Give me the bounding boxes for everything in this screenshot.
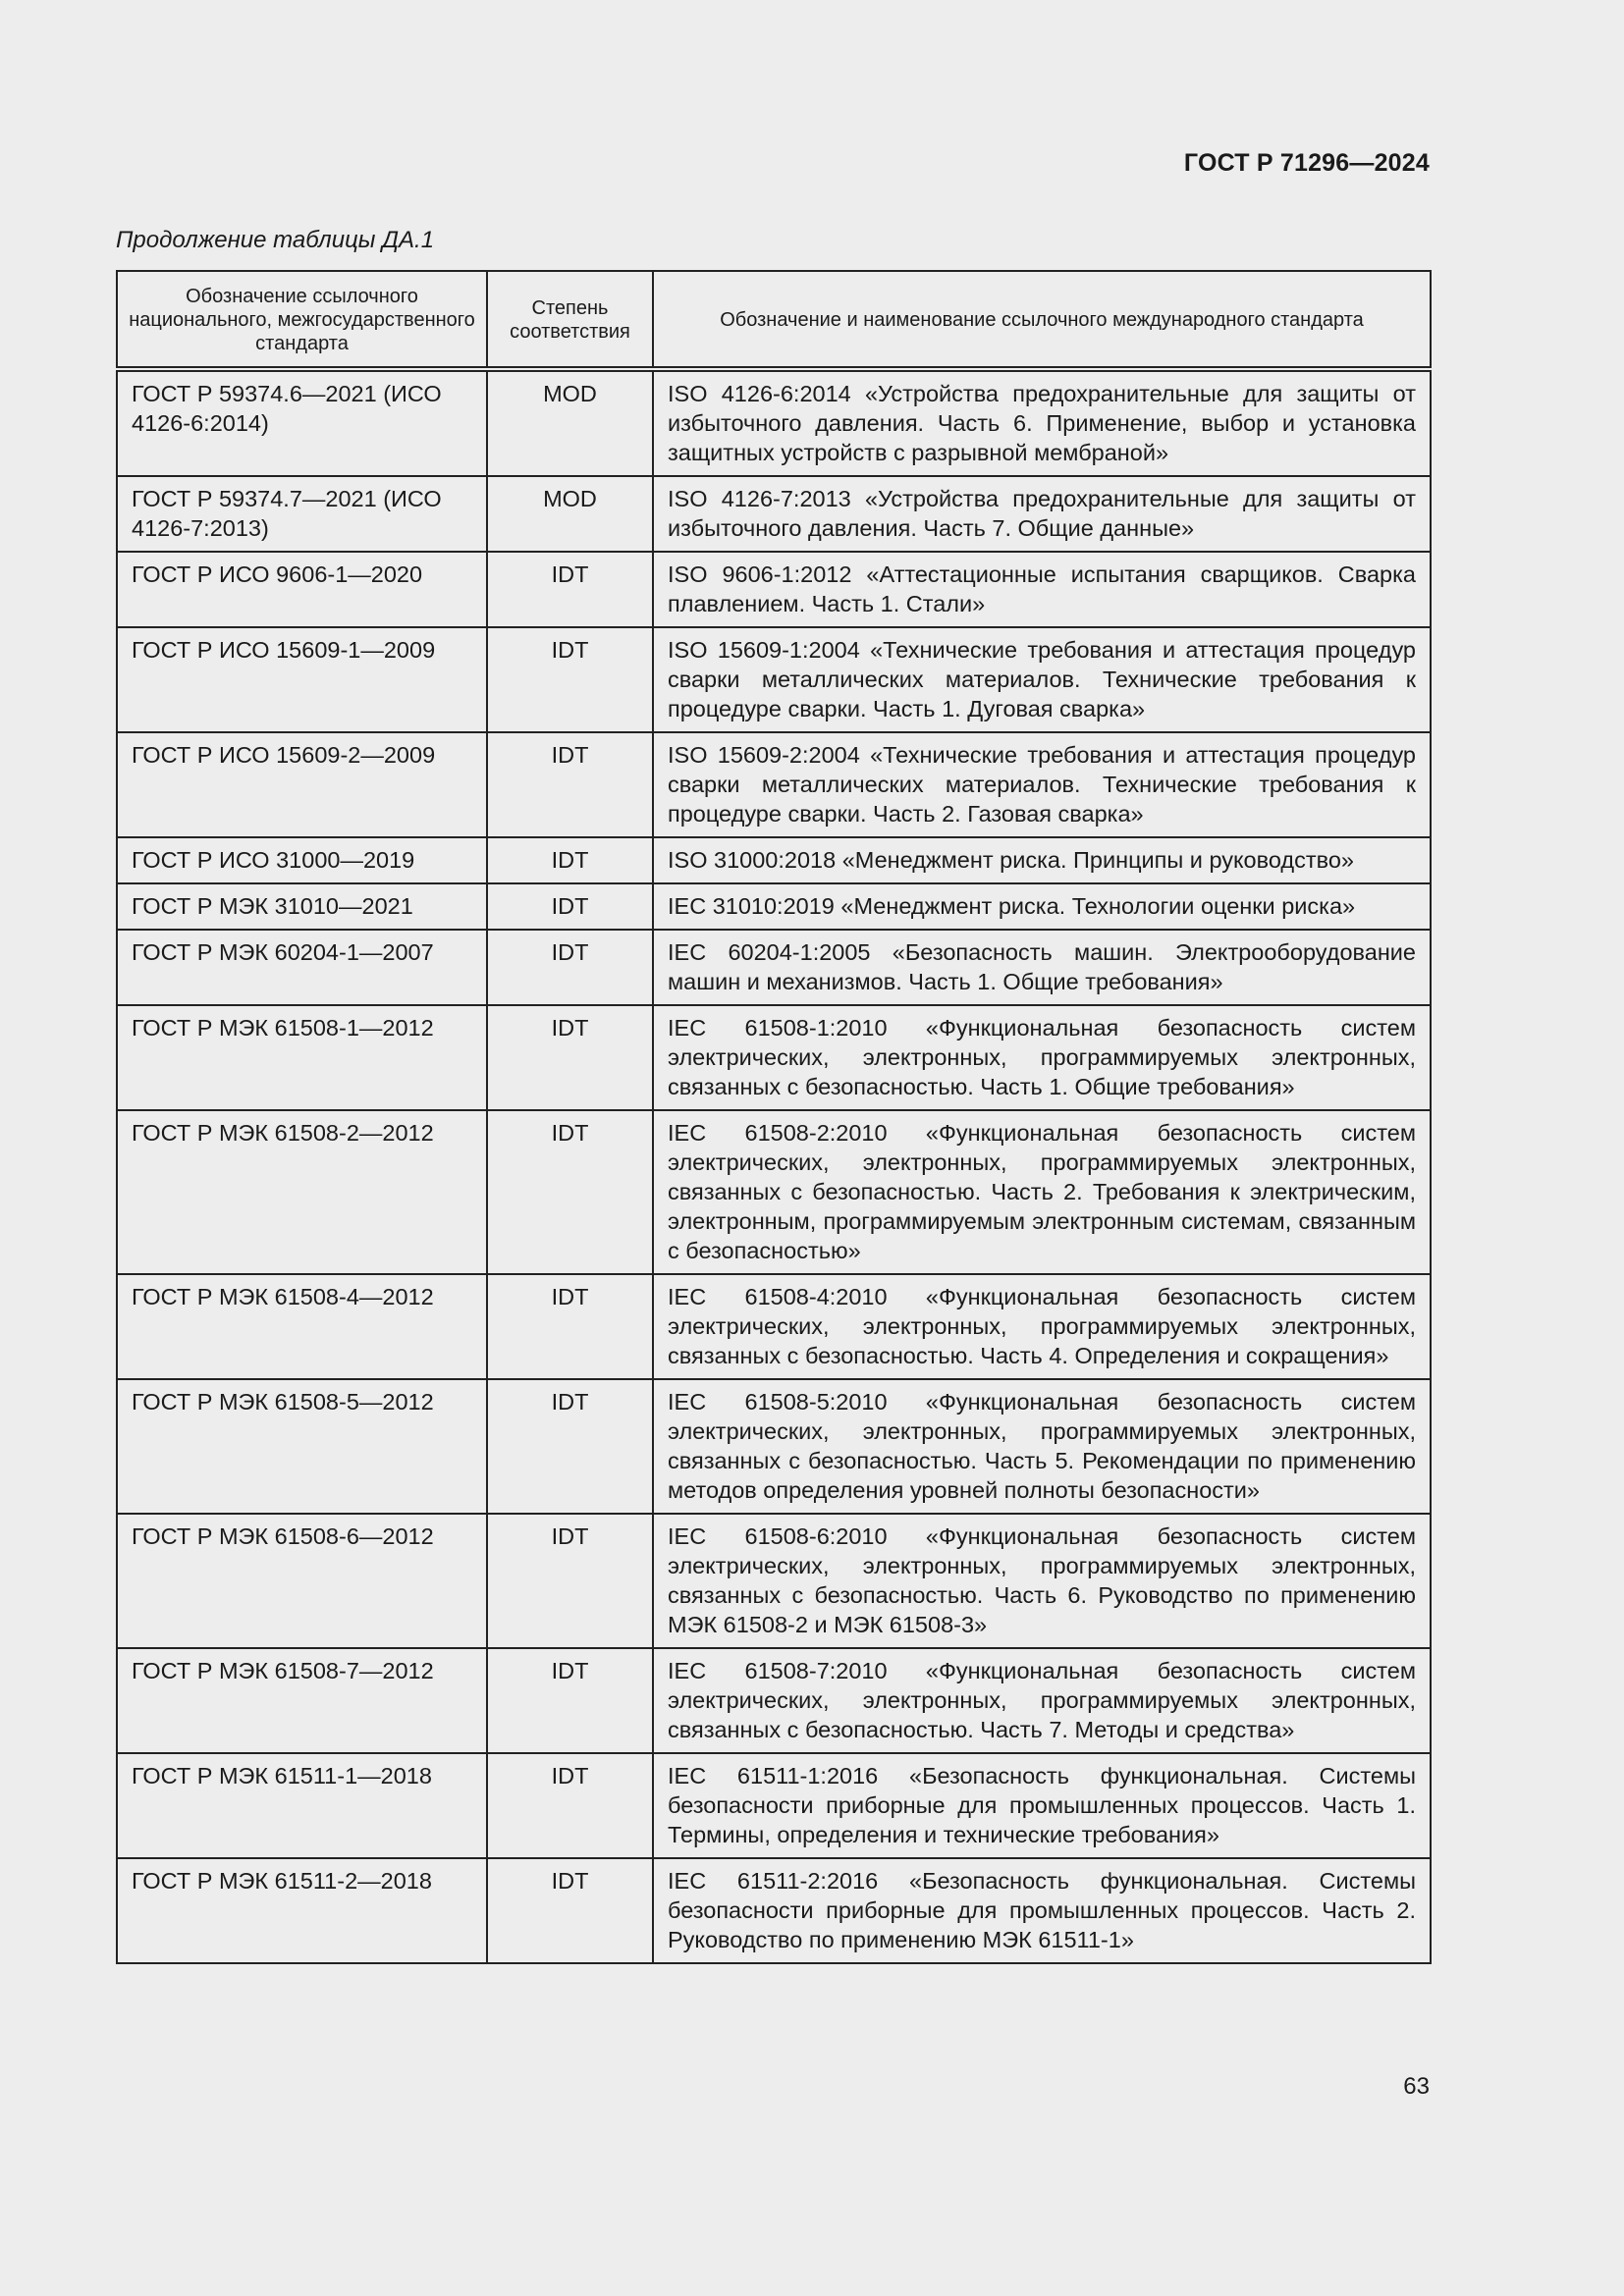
table-row: [117, 552, 1431, 627]
international-standard-cell: IEC 61511-2:2016 «Безопасность функциональная. Системы безопасности приборные для промышленных процессов. Часть 2. Руководство по применению МЭК 61511-1»: [653, 1858, 1431, 1963]
conformity-degree-cell: IDT: [487, 837, 653, 883]
national-standard-cell: ГОСТ Р ИСО 31000—2019: [117, 837, 487, 883]
national-standard-cell: ГОСТ Р 59374.7—2021 (ИСО 4126-7:2013): [117, 476, 487, 552]
table-row: [117, 732, 1431, 837]
conformity-degree-cell: IDT: [487, 732, 653, 837]
international-standard-cell: IEC 60204-1:2005 «Безопасность машин. Электрооборудование машин и механизмов. Часть 1. Общие требования»: [653, 930, 1431, 1005]
table-row: [117, 1379, 1431, 1514]
table-row: [117, 1110, 1431, 1274]
reference-standards-table-container: [116, 270, 1430, 1964]
page-number: 63: [1403, 2073, 1430, 2100]
national-standard-cell: ГОСТ Р МЭК 61511-1—2018: [117, 1753, 487, 1858]
table-row: [117, 883, 1431, 930]
conformity-degree-cell: MOD: [487, 369, 653, 476]
international-standard-cell: IEC 61511-1:2016 «Безопасность функциональная. Системы безопасности приборные для промышленных процессов. Часть 1. Термины, определения и технические требования»: [653, 1753, 1431, 1858]
international-standard-cell: IEC 61508-6:2010 «Функциональная безопасность систем электрических, электронных, программируемых электронных, связанных с безопасностью. Часть 6. Руководство по применению МЭК 61508-2 и МЭК 61508-3»: [653, 1514, 1431, 1648]
conformity-degree-cell: IDT: [487, 1005, 653, 1110]
international-standard-cell: ISO 4126-7:2013 «Устройства предохранительные для защиты от избыточного давления. Часть 7. Общие данные»: [653, 476, 1431, 552]
conformity-degree-cell: IDT: [487, 552, 653, 627]
international-standard-cell: ISO 31000:2018 «Менеджмент риска. Принципы и руководство»: [653, 837, 1431, 883]
header-national-standard: Обозначение ссылочного национального, межгосударственного стандарта: [117, 271, 487, 369]
header-international-standard: Обозначение и наименование ссылочного международного стандарта: [653, 271, 1431, 369]
table-row: [117, 476, 1431, 552]
table-body: [117, 369, 1431, 1963]
table-row: [117, 1274, 1431, 1379]
international-standard-cell: ISO 15609-1:2004 «Технические требования и аттестация процедур сварки металлических материалов. Технические требования к процедуре сварки. Часть 1. Дуговая сварка»: [653, 627, 1431, 732]
header-conformity-degree: Степень соответствия: [487, 271, 653, 369]
national-standard-cell: ГОСТ Р 59374.6—2021 (ИСО 4126-6:2014): [117, 369, 487, 476]
national-standard-cell: ГОСТ Р МЭК 61508-1—2012: [117, 1005, 487, 1110]
national-standard-cell: ГОСТ Р МЭК 61508-5—2012: [117, 1379, 487, 1514]
table-row: [117, 369, 1431, 476]
national-standard-cell: ГОСТ Р МЭК 61508-2—2012: [117, 1110, 487, 1274]
table-row: [117, 837, 1431, 883]
conformity-degree-cell: IDT: [487, 627, 653, 732]
conformity-degree-cell: IDT: [487, 1110, 653, 1274]
international-standard-cell: IEC 61508-4:2010 «Функциональная безопасность систем электрических, электронных, программируемых электронных, связанных с безопасностью. Часть 4. Определения и сокращения»: [653, 1274, 1431, 1379]
conformity-degree-cell: IDT: [487, 930, 653, 1005]
table-header-row: [117, 271, 1431, 369]
international-standard-cell: ISO 4126-6:2014 «Устройства предохранительные для защиты от избыточного давления. Часть 6. Применение, выбор и установка защитных устройств с разрывной мембраной»: [653, 369, 1431, 476]
table-continuation-caption: Продолжение таблицы ДА.1: [116, 227, 435, 253]
reference-standards-table: [116, 270, 1432, 1964]
national-standard-cell: ГОСТ Р МЭК 60204-1—2007: [117, 930, 487, 1005]
international-standard-cell: ISO 9606-1:2012 «Аттестационные испытания сварщиков. Сварка плавлением. Часть 1. Стали»: [653, 552, 1431, 627]
conformity-degree-cell: IDT: [487, 1274, 653, 1379]
table-row: [117, 1005, 1431, 1110]
national-standard-cell: ГОСТ Р МЭК 61511-2—2018: [117, 1858, 487, 1963]
national-standard-cell: ГОСТ Р МЭК 61508-4—2012: [117, 1274, 487, 1379]
international-standard-cell: IEC 61508-2:2010 «Функциональная безопасность систем электрических, электронных, программируемых электронных, связанных с безопасностью. Часть 2. Требования к электрическим, электронным, программируемым электронным системам, связанным с безопасностью»: [653, 1110, 1431, 1274]
conformity-degree-cell: IDT: [487, 1858, 653, 1963]
document-code: ГОСТ Р 71296—2024: [1183, 149, 1430, 177]
conformity-degree-cell: MOD: [487, 476, 653, 552]
conformity-degree-cell: IDT: [487, 1379, 653, 1514]
table-row: [117, 1858, 1431, 1963]
national-standard-cell: ГОСТ Р ИСО 9606-1—2020: [117, 552, 487, 627]
table-row: [117, 627, 1431, 732]
national-standard-cell: ГОСТ Р ИСО 15609-1—2009: [117, 627, 487, 732]
conformity-degree-cell: IDT: [487, 1648, 653, 1753]
conformity-degree-cell: IDT: [487, 1753, 653, 1858]
international-standard-cell: ISO 15609-2:2004 «Технические требования и аттестация процедур сварки металлических материалов. Технические требования к процедуре сварки. Часть 2. Газовая сварка»: [653, 732, 1431, 837]
conformity-degree-cell: IDT: [487, 883, 653, 930]
international-standard-cell: IEC 31010:2019 «Менеджмент риска. Технологии оценки риска»: [653, 883, 1431, 930]
international-standard-cell: IEC 61508-1:2010 «Функциональная безопасность систем электрических, электронных, программируемых электронных, связанных с безопасностью. Часть 1. Общие требования»: [653, 1005, 1431, 1110]
table-row: [117, 1753, 1431, 1858]
table-row: [117, 930, 1431, 1005]
international-standard-cell: IEC 61508-7:2010 «Функциональная безопасность систем электрических, электронных, программируемых электронных, связанных с безопасностью. Часть 7. Методы и средства»: [653, 1648, 1431, 1753]
national-standard-cell: ГОСТ Р ИСО 15609-2—2009: [117, 732, 487, 837]
national-standard-cell: ГОСТ Р МЭК 31010—2021: [117, 883, 487, 930]
table-row: [117, 1514, 1431, 1648]
international-standard-cell: IEC 61508-5:2010 «Функциональная безопасность систем электрических, электронных, программируемых электронных, связанных с безопасностью. Часть 5. Рекомендации по применению методов определения уровней полноты безопасности»: [653, 1379, 1431, 1514]
table-row: [117, 1648, 1431, 1753]
conformity-degree-cell: IDT: [487, 1514, 653, 1648]
national-standard-cell: ГОСТ Р МЭК 61508-6—2012: [117, 1514, 487, 1648]
national-standard-cell: ГОСТ Р МЭК 61508-7—2012: [117, 1648, 487, 1753]
